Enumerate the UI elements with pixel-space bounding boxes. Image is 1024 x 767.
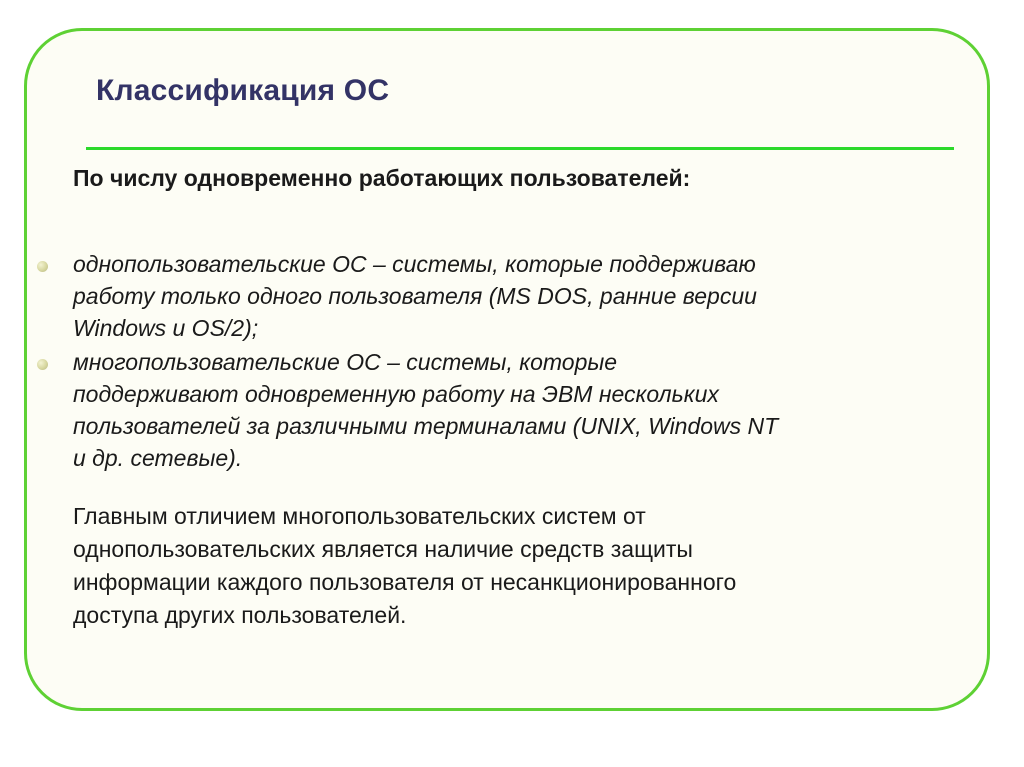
bullet-item-multi-user xyxy=(0,346,880,474)
section-subheading: По числу одновременно работающих пользователей: xyxy=(73,165,691,191)
slide-title: Классификация ОС xyxy=(96,74,390,107)
bullet-text: многопользовательские ОС – системы, которые поддерживают одновременную работу на ЭВМ нескольких пользователей за различными терминалами (UNIX, Windows NT и др. сетевые). xyxy=(73,349,779,471)
bullet-dot-icon xyxy=(37,359,48,370)
bullet-text: однопользовательские ОС – системы, которые поддерживаю работу только одного пользователя (MS DOS, ранние версии Windows и OS/2); xyxy=(73,251,757,341)
bullet-item-single-user xyxy=(0,248,880,344)
bullet-dot-icon xyxy=(37,261,48,272)
title-divider xyxy=(86,147,954,150)
summary-paragraph: Главным отличием многопользовательских систем от однопользовательских является наличие средств защиты информации каждого пользователя от несанкционированного доступа других пользователей. xyxy=(73,503,737,628)
bullet-list xyxy=(0,248,1024,476)
